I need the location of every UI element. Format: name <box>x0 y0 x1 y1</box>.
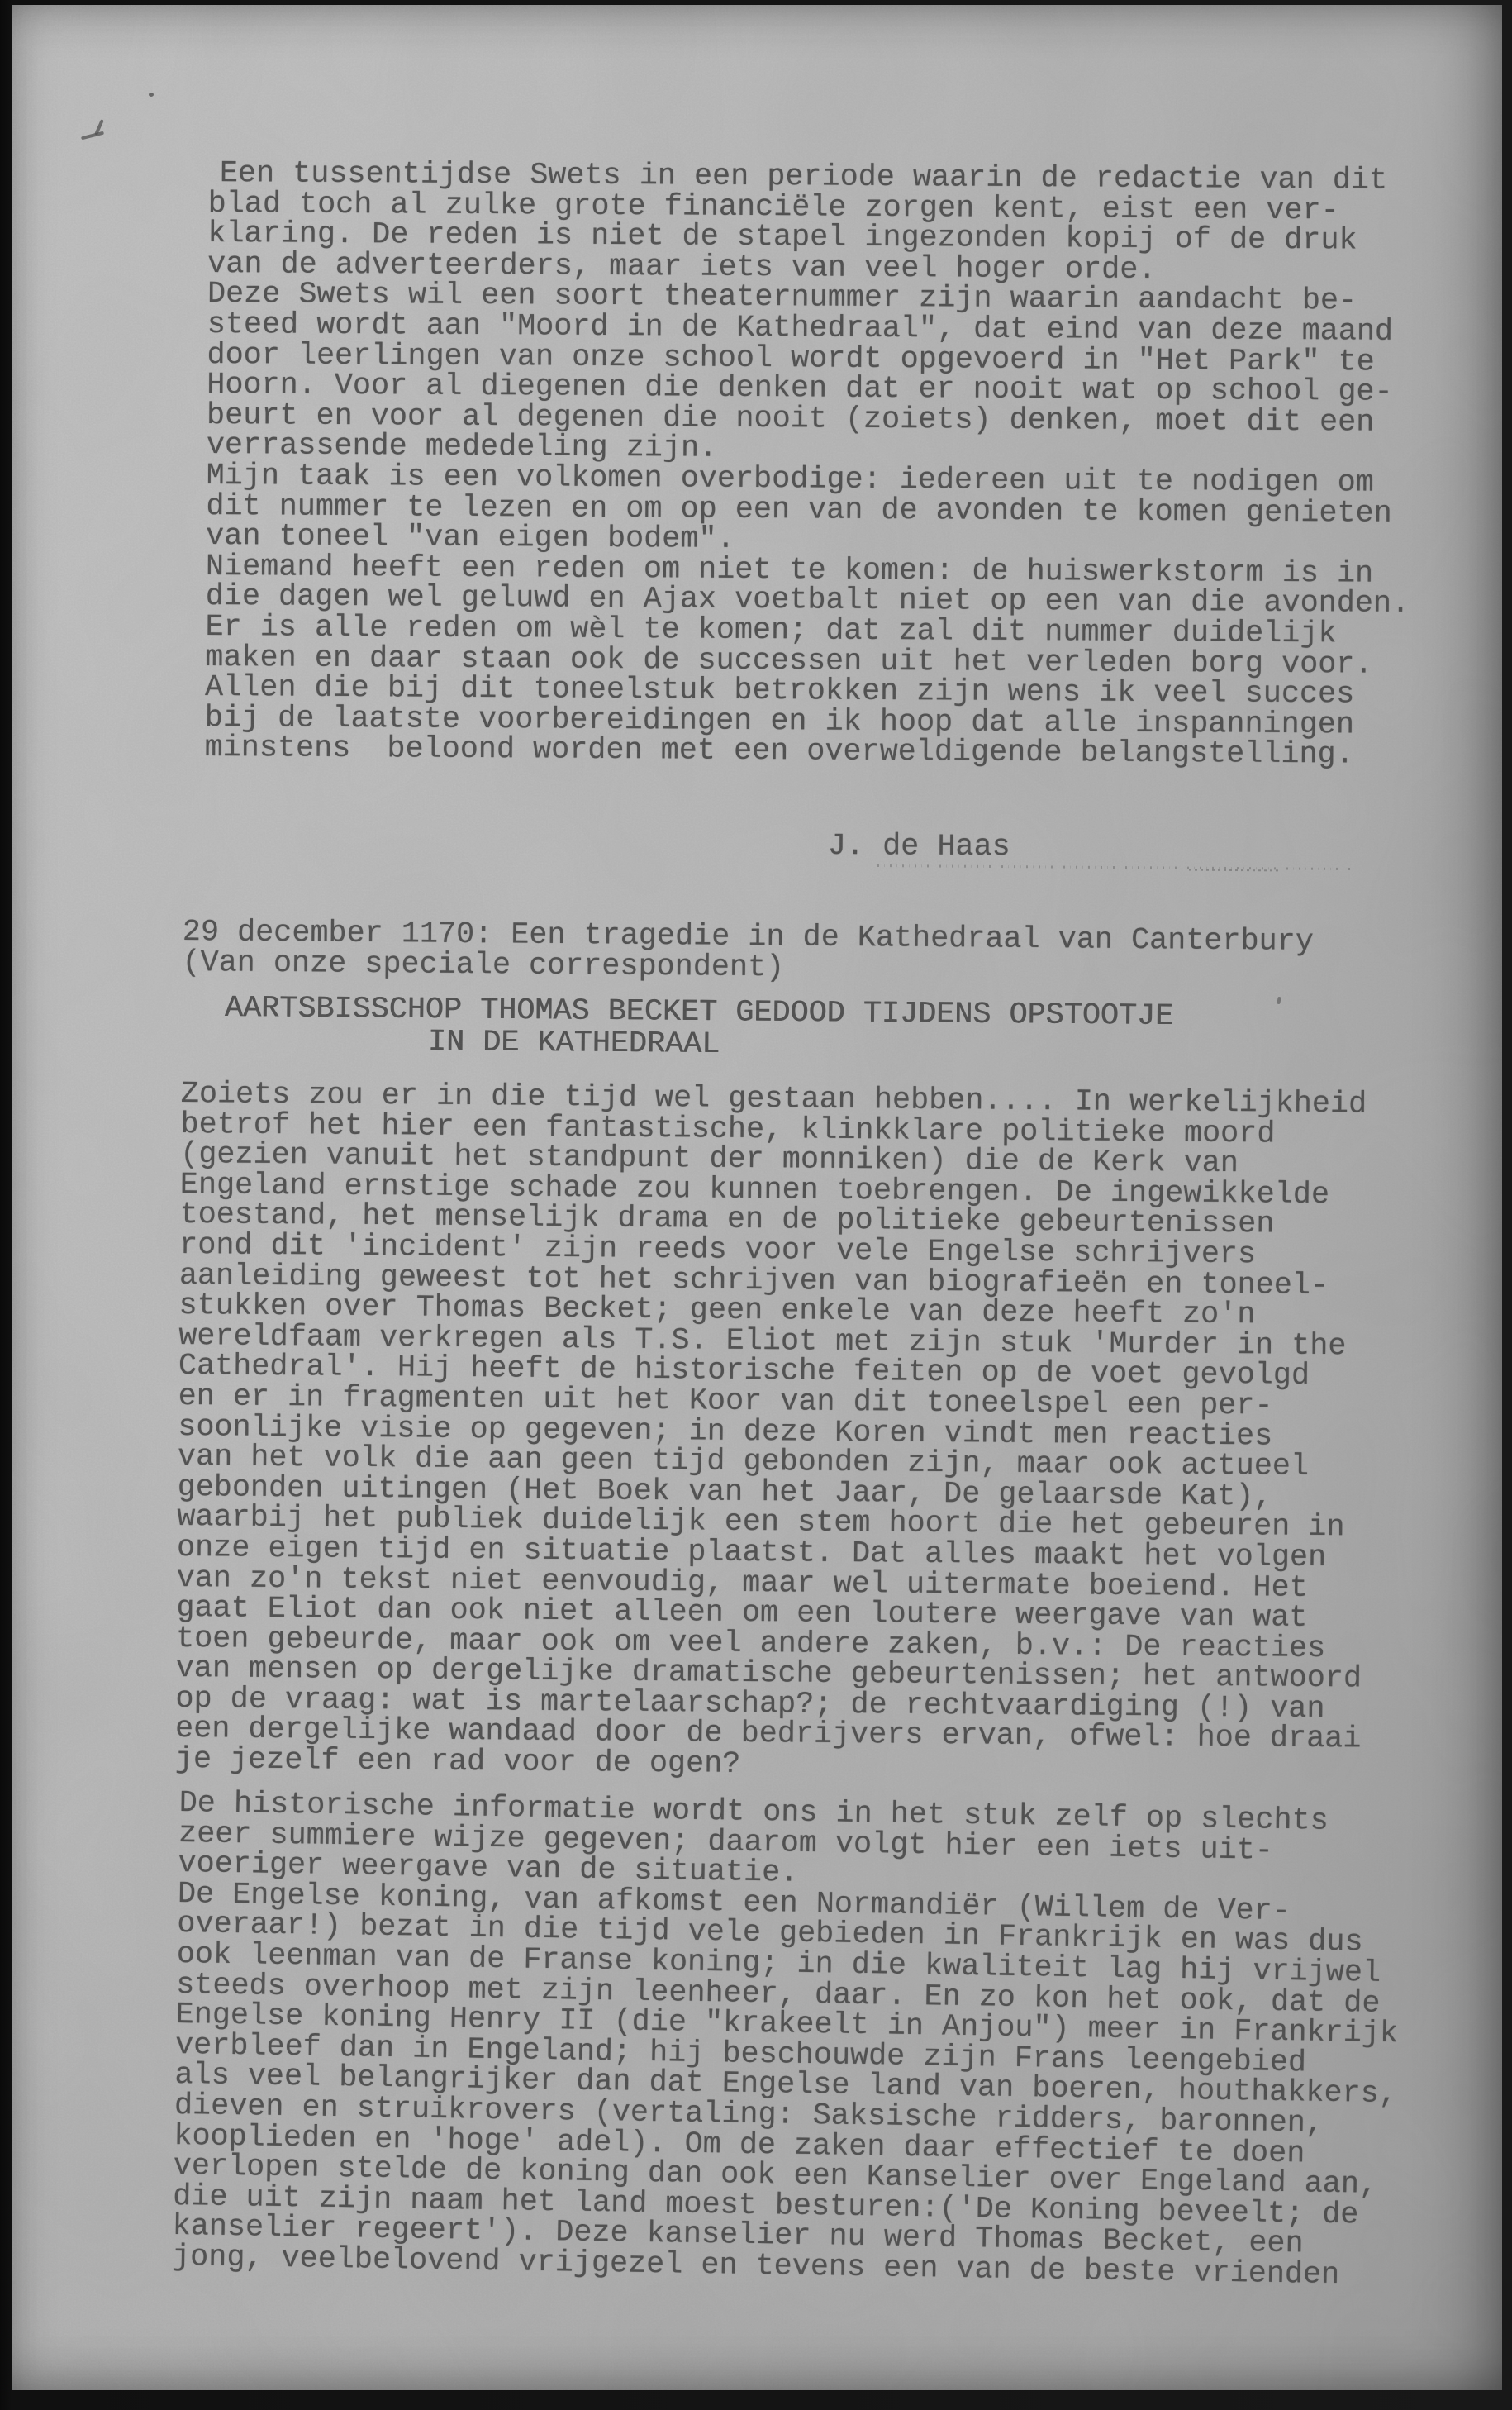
article-dateline: 29 december 1170: Een tragedie in de Kathedraal van Canterbury (Van onze speciale correspondent) <box>182 915 1315 985</box>
typewritten-text <box>12 5 1502 2390</box>
paper-sheet <box>12 5 1502 2390</box>
article-headline-line1: AARTSBISSCHOP THOMAS BECKET GEDOOD TIJDENS OPSTOOTJE <box>224 991 1174 1035</box>
editorial-paragraphs: Een tussentijdse Swets in een periode waarin de redactie van dit blad toch al zulke grote financiële zorgen kent, eist een ver- klaring. De reden is niet de stapel ingezonden kopij of de druk van de adverteerders, maar iets van veel hoger orde. Deze Swets wil een soort theaternummer zijn waarin aandacht be- steed wordt aan "Moord in de Kathedraal", dat eind van deze maand door leerlingen van onze school wordt opgevoerd in "Het Park" te Hoorn. Voor al diegenen die denken dat er nooit wat op school ge- beurt en voor al degenen die nooit (zoiets) denken, moet dit een verrassende mededeling zijn. Mijn taak is een volkomen overbodige: iedereen uit te nodigen om dit nummer te lezen en om op een van de avonden te komen genieten van toneel "van eigen bodem". Niemand heeft een reden om niet te komen: de huiswerkstorm is in die dagen wel geluwd en Ajax voetbalt niet op een van die avonden. Er is alle reden om wèl te komen; dat zal dit nummer duidelijk maken en daar staan ook de successen uit het verleden borg voor. Allen die bij dit toneelstuk betrokken zijn wens ik veel succes bij de laatste voorbereidingen en ik hoop dat alle inspanningen minstens beloond worden met een overweldigende belangstelling. <box>204 156 1410 773</box>
article-body-part2: De historische informatie wordt ons in het stuk zelf op slechts zeer summiere wijze gegeven; daarom volgt hier een iets uit- voeriger weergave van de situatie. De Engelse koning, van afkomst een Normandiër (Willem de Ver- overaar!) bezat in die tijd vele gebieden in Frankrijk en was dus ook leenman van de Franse koning; in die kwaliteit lag hij vrijwel steeds overhoop met zijn leenheer, daar. En zo kon het ook, dat de Engelse koning Henry II (die "krakeelt in Anjou") meer in Frankrijk verbleef dan in Engeland; hij beschouwde zijn Frans leengebied als veel belangrijker dan dat Engelse land van boeren, houthakkers, dieven en struikrovers (vertaling: Saksische ridders, baronnen, kooplieden en 'hoge' adel). Om de zaken daar effectief te doen verlopen stelde de koning dan ook een Kanselier over Engeland aan, die uit zijn naam het land moest besturen:('De Koning beveelt; de kanselier regeert'). Deze kanselier nu werd Thomas Becket, een jong, veelbelovend vrijgezel en tevens een van de beste vrienden <box>171 1786 1399 2293</box>
article-headline-line2: IN DE KATHEDRAAL <box>427 1025 720 1063</box>
editorial-signature: J. de Haas <box>827 829 1010 865</box>
typewriter-smudge-line <box>1189 869 1281 872</box>
article-body-part1: Zoiets zou er in die tijd wel gestaan hebben.... In werkelijkheid betrof het hier een fantastische, klinkklare politieke moord (gezien vanuit het standpunt der monniken) die de Kerk van Engeland ernstige schade zou kunnen toebrengen. De ingewikkelde toestand, het menselijk drama en de politieke gebeurtenissen rond dit 'incident' zijn reeds voor vele Engelse schrijvers aanleiding geweest tot het schrijven van biografieën en toneel- stukken over Thomas Becket; geen enkele van deze heeft zo'n wereldfaam verkregen als T.S. Eliot met zijn stuk 'Murder in the Cathedral'. Hij heeft de historische feiten op de voet gevolgd en er in fragmenten uit het Koor van dit toneelspel een per- soonlijke visie op gegeven; in deze Koren vindt men reacties van het volk die aan geen tijd gebonden zijn, maar ook actueel gebonden uitingen (Het Boek van het Jaar, De gelaarsde Kat), waarbij het publiek duidelijk een stem hoort die het gebeuren in onze eigen tijd en situatie plaatst. Dat alles maakt het volgen van zo'n tekst niet eenvoudig, maar wel uitermate boeiend. Het gaat Eliot dan ook niet alleen om een loutere weergave van wat toen gebeurde, maar ook om veel andere zaken, b.v.: De reacties van mensen op dergelijke dramatische gebeurtenissen; het antwoord op de vraag: wat is martelaarschap?; de rechtvaardiging (!) van een dergelijke wandaad door de bedrijvers ervan, ofwel: hoe draai je jezelf een rad voor de ogen? <box>174 1077 1367 1783</box>
